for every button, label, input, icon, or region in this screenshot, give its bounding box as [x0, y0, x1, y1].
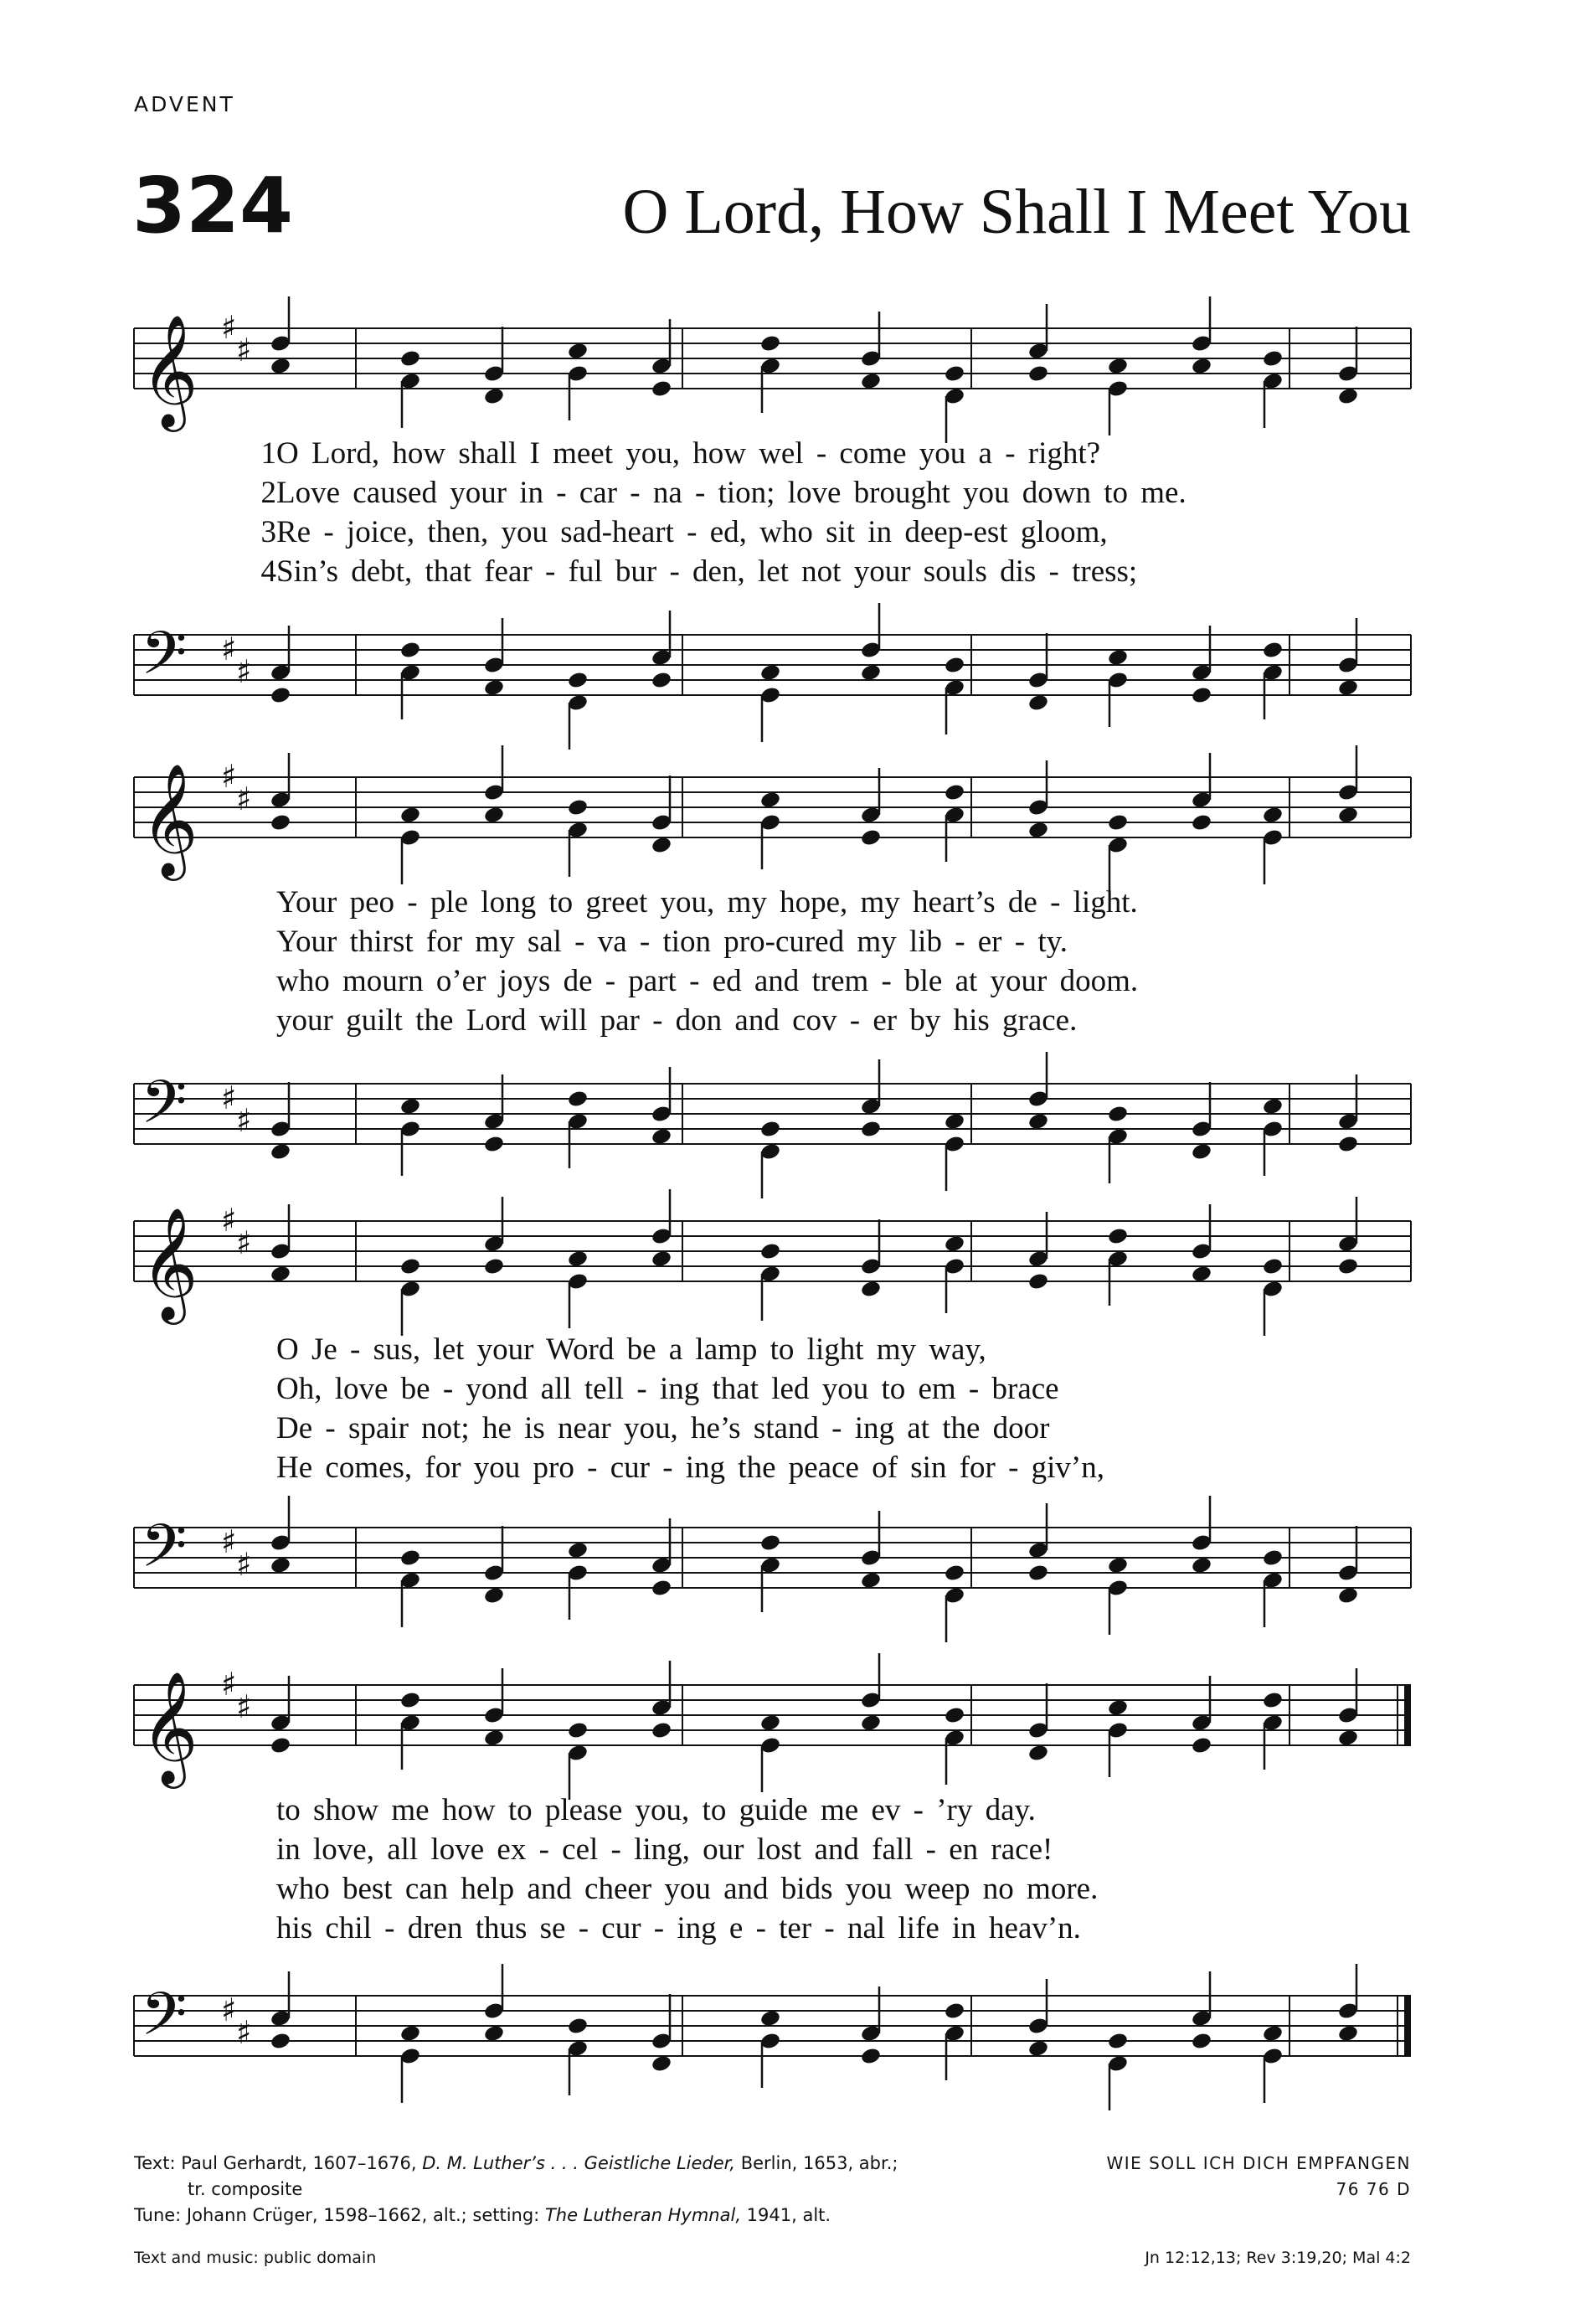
svg-text:𝄢: 𝄢	[141, 1980, 188, 2064]
lyric-line: Oh, love be - yond all tell - ing that led you to em - brace	[276, 1372, 1059, 1406]
treble-staff	[134, 1666, 1411, 1784]
svg-text:♯: ♯	[221, 1202, 237, 1239]
lyric-line: Your peo - ple long to greet you, my hope, my heart’s de - light.	[276, 885, 1138, 920]
text-credit: Text: Paul Gerhardt, 1607–1676, D. M. Luther’s . . . Geistliche Lieder, Berlin, 1653, abr.;	[134, 2153, 898, 2173]
svg-text:𝄢: 𝄢	[141, 619, 188, 703]
bass-staff	[134, 1979, 1411, 2079]
bass-staff	[134, 618, 1411, 719]
svg-text:𝄞: 𝄞	[141, 763, 198, 876]
svg-text:𝄢: 𝄢	[141, 1512, 188, 1595]
lyric-line: Re - joice, then, you sad-heart - ed, who sit in deep-est gloom,	[276, 515, 1108, 549]
svg-text:♯: ♯	[236, 781, 252, 817]
music-system-1	[134, 291, 1411, 710]
lyric-line: Love caused your in - car - na - tion; love brought you down to me.	[276, 476, 1187, 510]
verse-number: 2	[260, 476, 276, 510]
svg-text:♯: ♯	[236, 332, 252, 368]
tune-name: WIE SOLL ICH DICH EMPFANGEN	[1106, 2153, 1411, 2173]
svg-text:♯: ♯	[221, 309, 237, 346]
verse-number: 1	[260, 436, 276, 471]
lyric-line: who best can help and cheer you and bids you weep no more.	[276, 1872, 1099, 1906]
bass-staff	[134, 1067, 1411, 1167]
svg-text:♯: ♯	[221, 1992, 237, 2028]
lyric-line: his chil - dren thus se - cur - ing e - ter - nal life in heav’n.	[276, 1911, 1081, 1945]
verse-number: 4	[260, 554, 276, 589]
music-system-4	[134, 1648, 1411, 2084]
music-system-3	[134, 1184, 1411, 1603]
svg-text:𝄢: 𝄢	[141, 1068, 188, 1152]
music-system-2	[134, 740, 1411, 1159]
text-credit-continuation: tr. composite	[188, 2179, 303, 2199]
section-label: ADVENT	[134, 92, 235, 116]
tune-credit: Tune: Johann Crüger, 1598–1662, alt.; setting: The Lutheran Hymnal, 1941, alt.	[134, 2205, 831, 2225]
svg-text:𝄞: 𝄞	[141, 314, 198, 427]
svg-text:♯: ♯	[236, 1546, 252, 1583]
scripture-references: Jn 12:12,13; Rev 3:19,20; Mal 4:2	[1145, 2249, 1411, 2267]
hymn-title: O Lord, How Shall I Meet You	[622, 177, 1411, 247]
lyric-line: who mourn o’er joys de - part - ed and trem - ble at your doom.	[276, 964, 1139, 998]
svg-text:♯: ♯	[221, 1080, 237, 1116]
svg-text:𝄞: 𝄞	[141, 1207, 198, 1320]
svg-text:♯: ♯	[221, 1523, 237, 1560]
treble-staff	[134, 758, 1411, 876]
svg-text:♯: ♯	[236, 653, 252, 690]
lyric-line: He comes, for you pro - cur - ing the peace of sin for - giv’n,	[276, 1451, 1105, 1485]
svg-text:♯: ♯	[236, 1102, 252, 1139]
svg-text:♯: ♯	[236, 1224, 252, 1261]
svg-text:♯: ♯	[221, 631, 237, 667]
lyric-line: in love, all love ex - cel - ling, our lost and fall - en race!	[276, 1832, 1053, 1867]
lyric-line: O Je - sus, let your Word be a lamp to light my way,	[276, 1332, 986, 1367]
treble-staff	[134, 1202, 1411, 1320]
lyric-line: to show me how to please you, to guide me ev - ’ry day.	[276, 1793, 1036, 1827]
lyric-line: O Lord, how shall I meet you, how wel - come you a - right?	[276, 436, 1101, 471]
bass-staff	[134, 1511, 1411, 1611]
lyric-line: Sin’s debt, that fear - ful bur - den, let not your souls dis - tress;	[276, 554, 1138, 589]
svg-text:♯: ♯	[236, 1688, 252, 1725]
verse-number: 3	[260, 515, 276, 549]
credits	[134, 2151, 971, 2229]
lyric-line: your guilt the Lord will par - don and cov - er by his grace.	[276, 1003, 1078, 1038]
treble-staff	[134, 309, 1411, 427]
svg-text:♯: ♯	[236, 2014, 252, 2051]
lyric-line: Your thirst for my sal - va - tion pro-cured my lib - er - ty.	[276, 925, 1068, 959]
copyright-notice: Text and music: public domain	[134, 2249, 377, 2267]
hymn-number: 324	[132, 161, 294, 250]
lyric-line: De - spair not; he is near you, he’s stand - ing at the door	[276, 1411, 1050, 1445]
svg-text:♯: ♯	[221, 1666, 237, 1703]
svg-text:♯: ♯	[221, 758, 237, 795]
meter: 76 76 D	[1336, 2179, 1411, 2199]
tune-info	[1106, 2151, 1411, 2203]
svg-text:𝄞: 𝄞	[141, 1671, 198, 1784]
